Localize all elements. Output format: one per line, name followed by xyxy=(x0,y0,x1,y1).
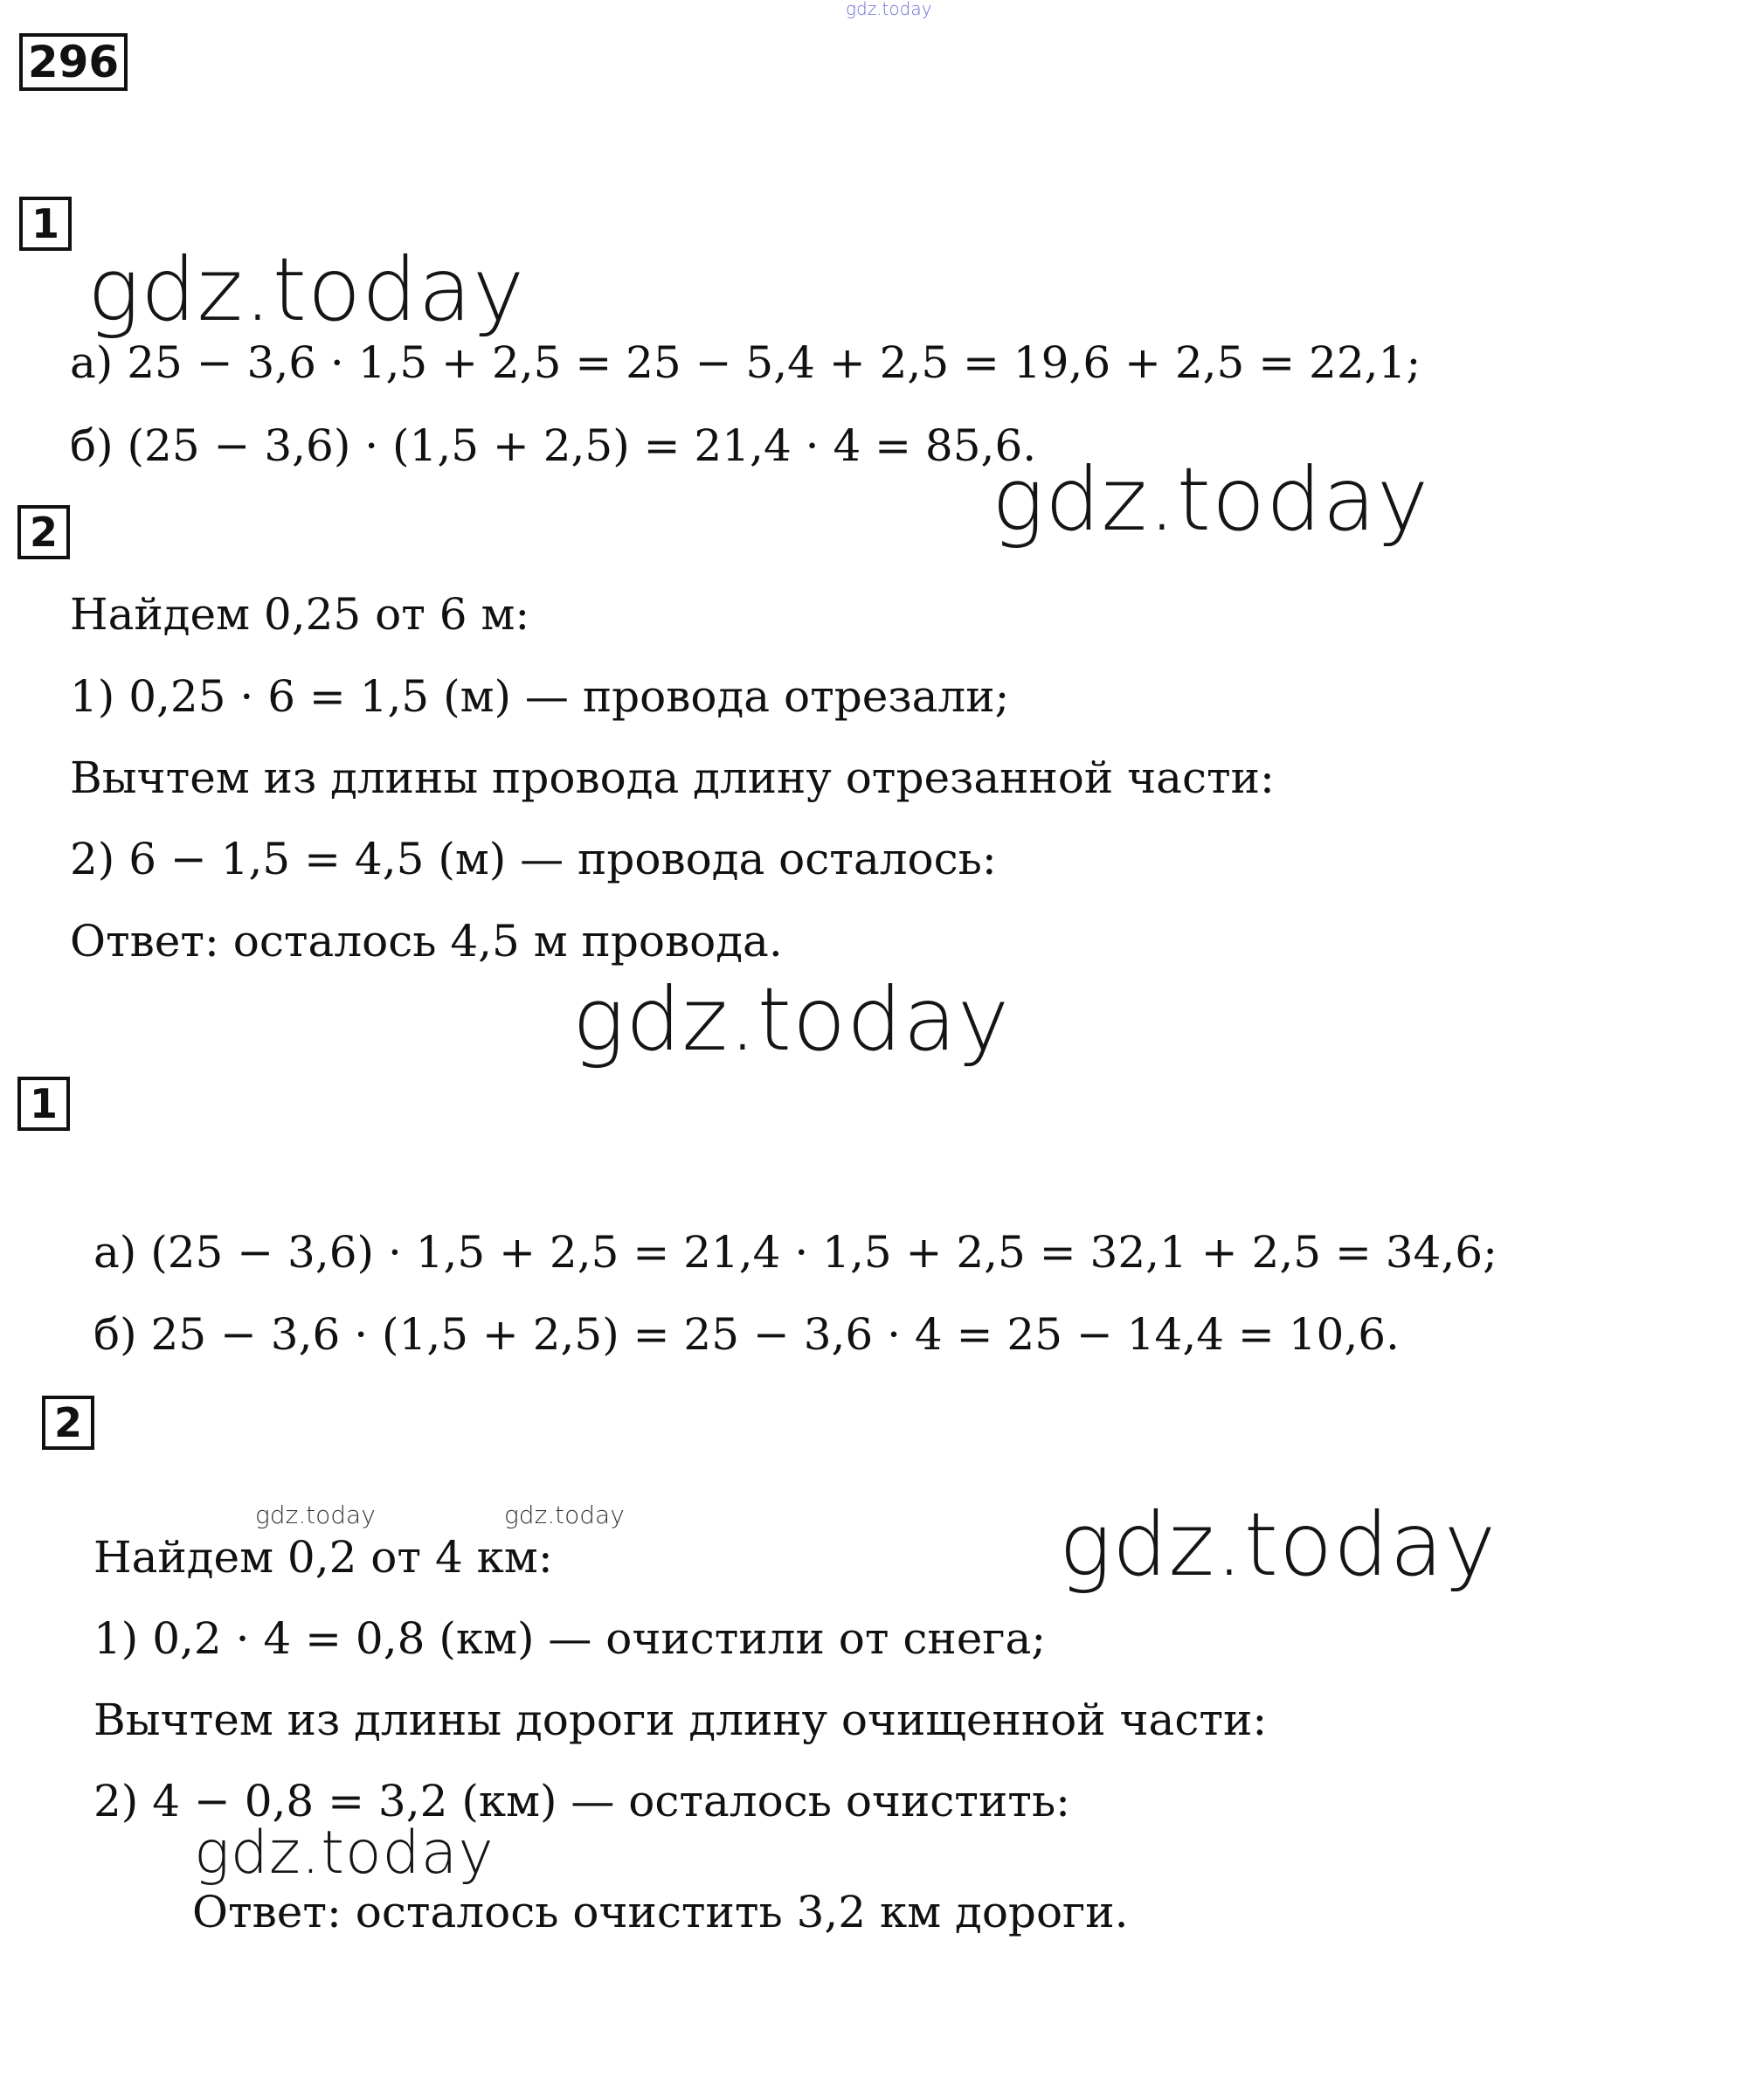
section-1-part-1-line-b: б) (25 − 3,6) · (1,5 + 2,5) = 21,4 · 4 = 85,6. xyxy=(70,420,1037,471)
task-number: 296 xyxy=(19,33,128,91)
watermark: gdz.today xyxy=(87,239,526,341)
section-2-part-1-label: 1 xyxy=(17,1077,70,1131)
section-1-part-2-answer: Ответ: осталось 4,5 м провода. xyxy=(70,916,783,967)
watermark: gdz.today xyxy=(1059,1494,1498,1596)
watermark: gdz.today xyxy=(194,1819,495,1888)
watermark: gdz.today xyxy=(255,1500,376,1529)
section-2-part-2-label: 2 xyxy=(42,1396,94,1450)
section-2-part-2-line-1: Найдем 0,2 от 4 км: xyxy=(93,1532,553,1583)
watermark: gdz.today xyxy=(992,448,1430,551)
watermark-top: gdz.today xyxy=(846,0,932,19)
section-2-part-2-line-4: 2) 4 − 0,8 = 3,2 (км) — осталось очистить: xyxy=(93,1776,1071,1826)
section-1-part-2-line-4: 2) 6 − 1,5 = 4,5 (м) — провода осталось: xyxy=(70,834,997,884)
section-2-part-1-line-a: а) (25 − 3,6) · 1,5 + 2,5 = 21,4 · 1,5 + 2,5 = 32,1 + 2,5 = 34,6; xyxy=(93,1227,1498,1278)
watermark: gdz.today xyxy=(572,968,1011,1071)
section-2-part-1-line-b: б) 25 − 3,6 · (1,5 + 2,5) = 25 − 3,6 · 4 = 25 − 14,4 = 10,6. xyxy=(93,1309,1400,1360)
section-2-part-2-line-3: Вычтем из длины дороги длину очищенной части: xyxy=(93,1695,1268,1745)
section-2-part-2-answer: Ответ: осталось очистить 3,2 км дороги. xyxy=(192,1887,1129,1937)
section-1-part-2-label: 2 xyxy=(17,505,70,559)
section-2-part-2-line-2: 1) 0,2 · 4 = 0,8 (км) — очистили от снега; xyxy=(93,1613,1047,1664)
section-1-part-1-label: 1 xyxy=(19,197,72,251)
watermark: gdz.today xyxy=(504,1500,625,1529)
section-1-part-1-line-a: а) 25 − 3,6 · 1,5 + 2,5 = 25 − 5,4 + 2,5 = 19,6 + 2,5 = 22,1; xyxy=(70,337,1421,388)
section-1-part-2-line-2: 1) 0,25 · 6 = 1,5 (м) — провода отрезали; xyxy=(70,671,1010,722)
section-1-part-2-line-3: Вычтем из длины провода длину отрезанной части: xyxy=(70,752,1275,803)
section-1-part-2-line-1: Найдем 0,25 от 6 м: xyxy=(70,589,530,640)
